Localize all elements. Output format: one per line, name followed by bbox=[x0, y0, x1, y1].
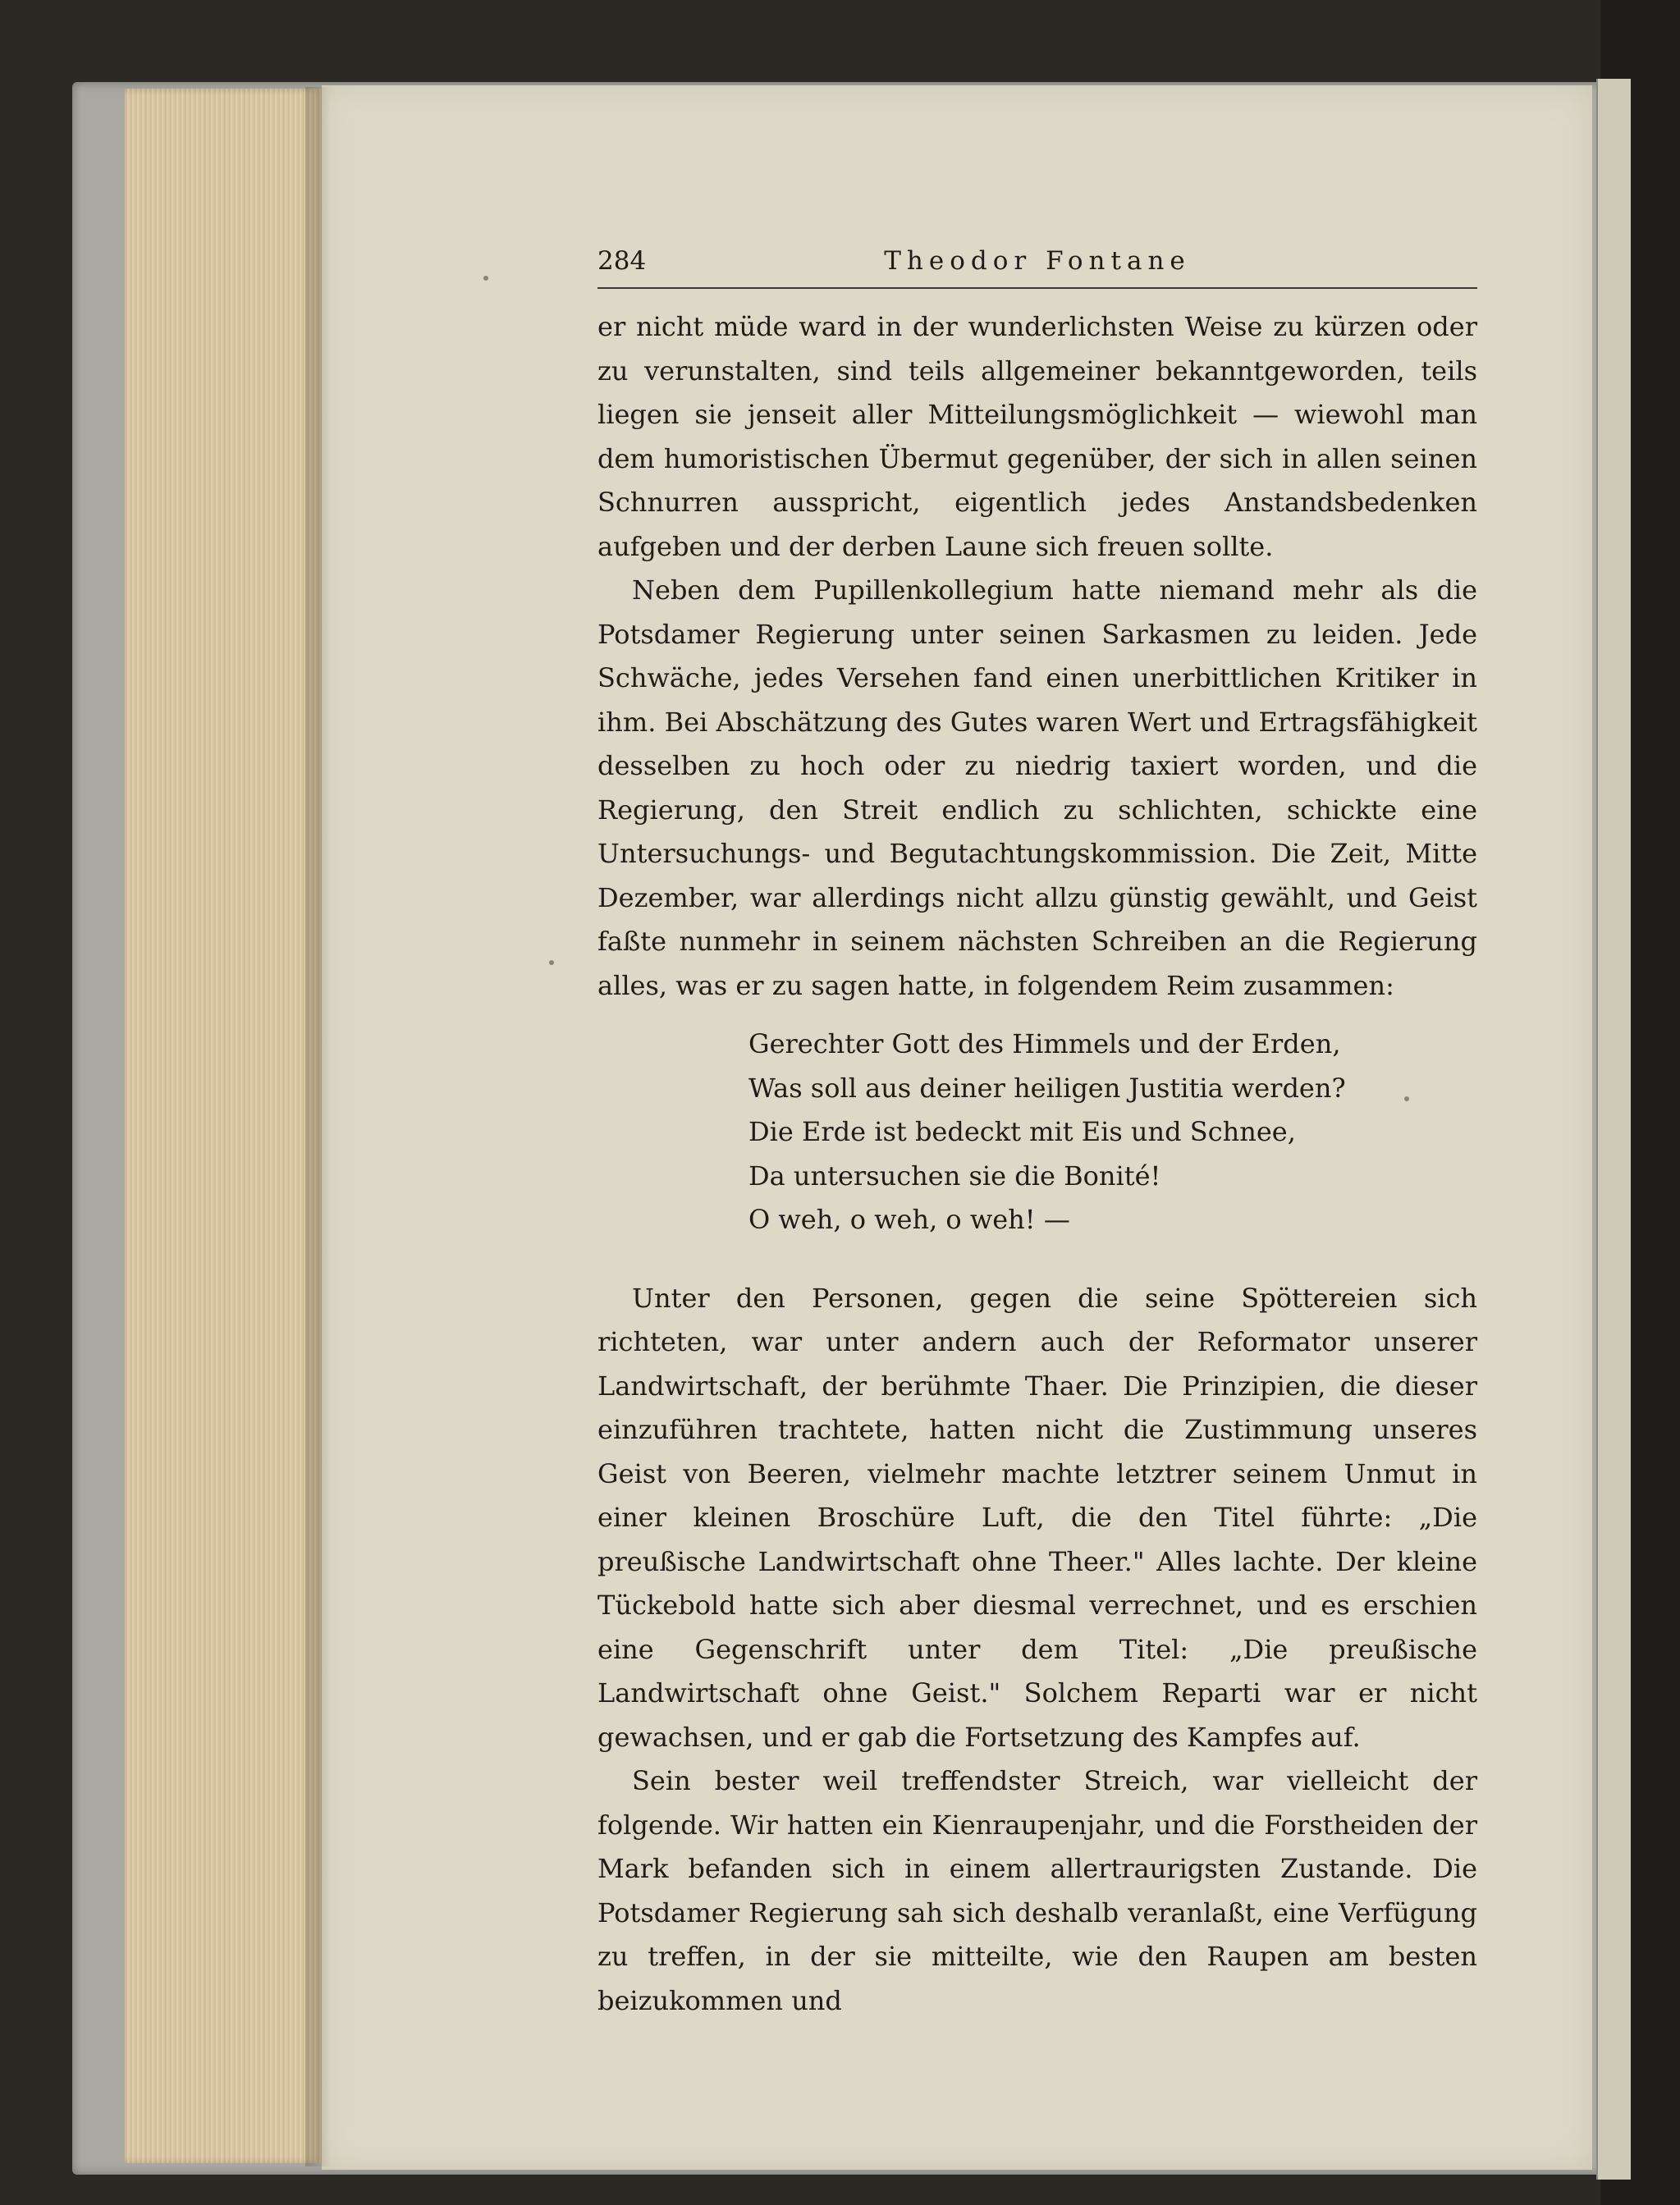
paragraph: er nicht müde ward in der wunderlichsten Weise zu kürzen oder zu verunstalten, sind teils allgemeiner bekanntgeworden, teils liegen sie jenseit aller Mitteilungsmöglichkeit — wiewohl man dem humoristischen Übermut gegenüber, der sich in allen seinen Schnurren ausspricht, eigentlich jedes Anstandsbedenken aufgeben und der derben Laune sich freuen sollte. bbox=[597, 311, 1477, 562]
paragraph: Neben dem Pupillenkollegium hatte niemand mehr als die Potsdamer Regierung unter seinen Sarkasmen zu leiden. Jede Schwäche, jedes Versehen fand einen unerbittlichen Kritiker in ihm. Bei Abschätzung des Gutes waren Wert und Ertragsfähigkeit desselben zu hoch oder zu niedrig taxiert worden, und die Regierung, den Streit endlich zu schlichten, schickte eine Untersuchungs- und Begutachtungskommission. Die Zeit, Mitte Dezember, war allerdings nicht allzu günstig gewählt, und Geist faßte nunmehr in seinem nächsten Schreiben an die Regierung alles, was er zu sagen hatte, in folgendem Reim zusammen: bbox=[597, 574, 1477, 1001]
verse-line: Was soll aus deiner heiligen Justitia werden? bbox=[748, 1072, 1346, 1104]
verse-line: Gerechter Gott des Himmels und der Erden, bbox=[748, 1028, 1341, 1059]
verse-line: O weh, o weh, o weh! — bbox=[748, 1204, 1070, 1235]
text-block bbox=[597, 246, 1477, 2023]
next-page-edge bbox=[1596, 79, 1631, 2180]
running-head-title: Theodor Fontane bbox=[884, 246, 1191, 276]
verse-line: Da untersuchen sie die Bonité! bbox=[748, 1160, 1161, 1192]
running-head bbox=[597, 246, 1477, 289]
page-edges bbox=[125, 89, 322, 2163]
verse-line: Die Erde ist bedeckt mit Eis und Schnee, bbox=[748, 1116, 1296, 1147]
paragraph: Unter den Personen, gegen die seine Spöttereien sich richteten, war unter andern auch der Reformator unserer Landwirtschaft, der berühmte Thaer. Die Prinzipien, die dieser einzuführen trachtete, hatten nicht die Zustimmung unseres Geist von Beeren, vielmehr machte letztrer seinem Unmut in einer kleinen Broschüre Luft, die den Titel führte: „Die preußische Landwirtschaft ohne Theer." Alles lachte. Der kleine Tückebold hatte sich aber diesmal verrechnet, und es erschien eine Gegenschrift unter dem Titel: „Die preußische Landwirtschaft ohne Geist." Solchem Reparti war er nicht gewachsen, und er gab die Fortsetzung des Kampfes auf. bbox=[597, 1282, 1477, 1753]
speck bbox=[483, 276, 488, 281]
gutter-shadow bbox=[305, 87, 330, 2166]
page-number: 284 bbox=[597, 246, 647, 276]
speck bbox=[549, 960, 554, 965]
paragraph: Sein bester weil treffendster Streich, war vielleicht der folgende. Wir hatten ein Kienraupenjahr, und die Forstheiden der Mark befanden sich in einem allertraurigsten Zustande. Die Potsdamer Regierung sah sich deshalb veranlaßt, eine Verfügung zu treffen, in der sie mitteilte, wie den Raupen am besten beizukommen und bbox=[597, 1765, 1477, 2016]
verse bbox=[748, 1022, 1477, 1242]
